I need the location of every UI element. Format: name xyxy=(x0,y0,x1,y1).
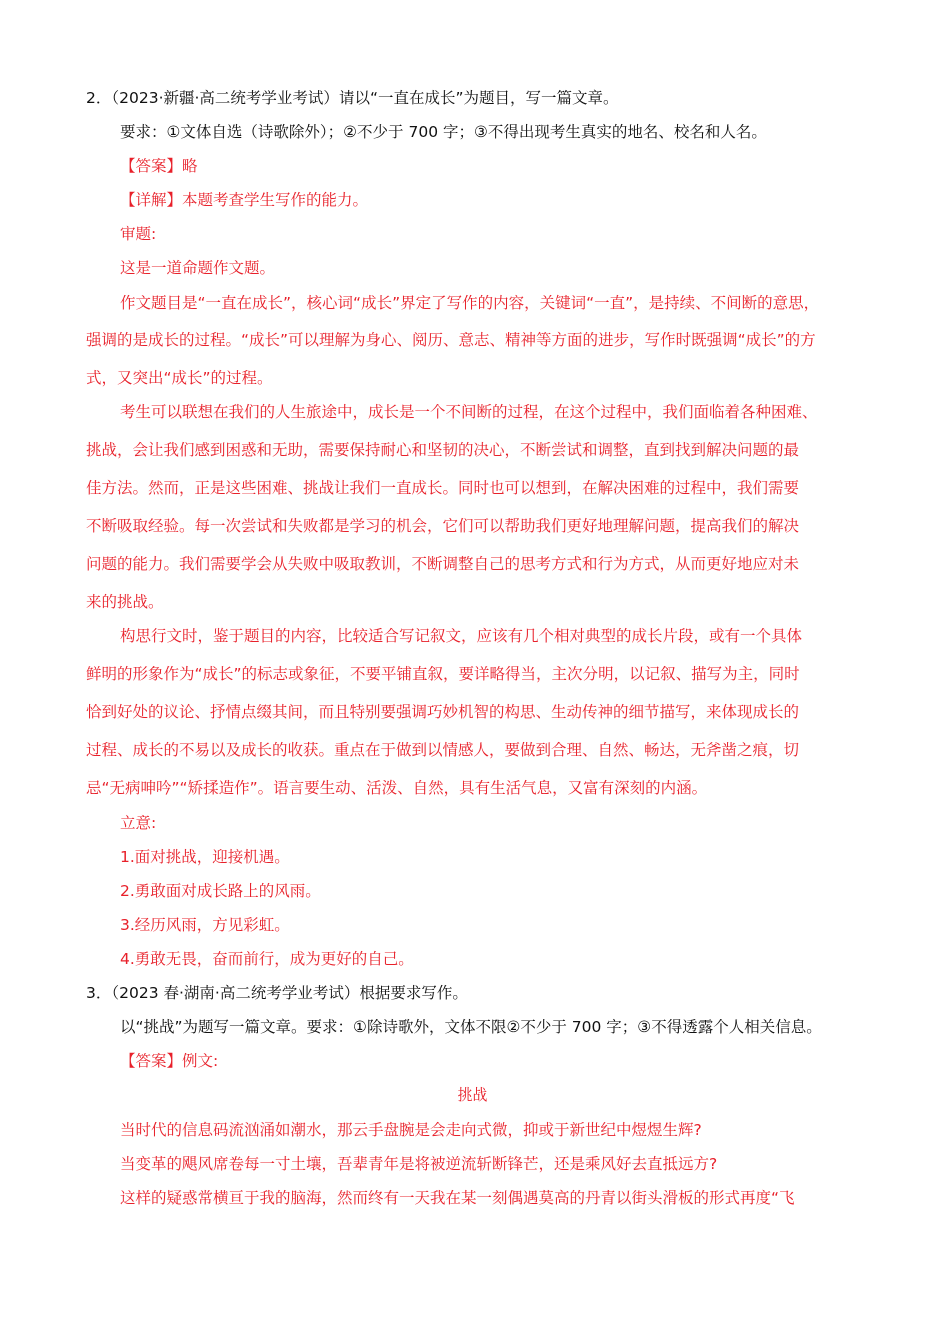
q3-essay-line-1: 当时代的信息码流汹涌如潮水，那云手盘腕是会走向式微，抑或于新世纪中煜煜生辉? xyxy=(120,1121,702,1139)
q2-para-3-line-2: 挑战，会让我们感到困惑和无助，需要保持耐心和坚韧的决心，不断尝试和调整，直到找到解决问题的最 xyxy=(86,441,800,459)
q3-header xyxy=(86,983,468,1003)
q2-requirements: 要求：①文体自选（诗歌除外）；②不少于 700 字；③不得出现考生真实的地名、校名和人名。 xyxy=(120,123,767,141)
q2-detail-text: 本题考查学生写作的能力。 xyxy=(182,191,369,209)
q2-liyi-label: 立意: xyxy=(120,814,157,832)
q2-para-4-line-1: 构思行文时，鉴于题目的内容，比较适合写记叙文，应该有几个相对典型的成长片段，或有一个具体 xyxy=(120,627,803,645)
q2-para-3-line-5: 问题的能力。我们需要学会从失败中吸取教训，不断调整自己的思考方式和行为方式，从而更好地应对未 xyxy=(86,555,800,573)
q2-para-4-line-5: 忌“无病呻吟”“矫揉造作”。语言要生动、活泼、自然，具有生活气息，又富有深刻的内涵。 xyxy=(86,779,708,797)
q2-liyi-item-1: 1.面对挑战，迎接机遇。 xyxy=(120,848,290,866)
q2-liyi-item-4: 4.勇敢无畏，奋而前行，成为更好的自己。 xyxy=(120,950,414,968)
q2-answer xyxy=(120,156,198,176)
q3-essay-title: 挑战 xyxy=(457,1086,488,1104)
q2-prompt: 请以“一直在成长”为题目，写一篇文章。 xyxy=(338,89,619,107)
q2-shenti-label: 审题: xyxy=(120,225,157,243)
q2-source: （2023·新疆·高二统考学业考试） xyxy=(111,89,339,107)
q2-number: 2． xyxy=(86,89,112,107)
q2-detail xyxy=(120,190,368,210)
q2-liyi-item-2: 2.勇敢面对成长路上的风雨。 xyxy=(120,882,321,900)
q2-detail-label: 【详解】 xyxy=(120,191,183,209)
q2-para-1-line-1: 这是一道命题作文题。 xyxy=(120,259,276,277)
q2-liyi-item-3: 3.经历风雨，方见彩虹。 xyxy=(120,916,290,934)
q3-answer-label: 【答案】 xyxy=(120,1052,183,1070)
q3-number: 3． xyxy=(86,984,112,1002)
q2-para-2-line-3: 式，又突出“成长”的过程。 xyxy=(86,369,273,387)
q2-header xyxy=(86,88,619,108)
q2-para-2-line-2: 强调的是成长的过程。“成长”可以理解为身心、阅历、意志、精神等方面的进步，写作时既强调“成长”的方 xyxy=(86,331,816,349)
q2-answer-text: 略 xyxy=(182,157,198,175)
q3-requirements: 以“挑战”为题写一篇文章。要求：①除诗歌外，文体不限②不少于 700 字；③不得透露个人相关信息。 xyxy=(120,1018,822,1036)
q3-essay-line-3: 这样的疑惑常横亘于我的脑海，然而终有一天我在某一刻偶遇莫高的丹青以街头滑板的形式再度“飞 xyxy=(120,1189,795,1207)
q3-source: （2023 春·湖南·高二统考学业考试） xyxy=(111,984,360,1002)
q3-prompt: 根据要求写作。 xyxy=(359,984,468,1002)
q3-essay-line-2: 当变革的飓风席卷每一寸土壤，吾辈青年是将被逆流斩断锋芒，还是乘风好去直抵远方? xyxy=(120,1155,718,1173)
q3-answer xyxy=(120,1051,218,1071)
q2-para-4-line-2: 鲜明的形象作为“成长”的标志或象征，不要平铺直叙，要详略得当，主次分明，以记叙、描写为主，同时 xyxy=(86,665,800,683)
q2-para-4-line-4: 过程、成长的不易以及成长的收获。重点在于做到以情感人，要做到合理、自然、畅达，无斧凿之痕，切 xyxy=(86,741,800,759)
q2-para-3-line-6: 来的挑战。 xyxy=(86,593,164,611)
q2-answer-label: 【答案】 xyxy=(120,157,183,175)
q2-para-4-line-3: 恰到好处的议论、抒情点缀其间，而且特别要强调巧妙机智的构思、生动传神的细节描写，来体现成长的 xyxy=(86,703,800,721)
q2-para-3-line-1: 考生可以联想在我们的人生旅途中，成长是一个不间断的过程，在这个过程中，我们面临着各种困难、 xyxy=(120,403,818,421)
q2-para-3-line-3: 佳方法。然而，正是这些困难、挑战让我们一直成长。同时也可以想到，在解决困难的过程中，我们需要 xyxy=(86,479,800,497)
q3-answer-text: 例文: xyxy=(182,1052,219,1070)
q2-para-3-line-4: 不断吸取经验。每一次尝试和失败都是学习的机会，它们可以帮助我们更好地理解问题，提高我们的解决 xyxy=(86,517,800,535)
q2-para-2-line-1: 作文题目是“一直在成长”，核心词“成长”界定了写作的内容，关键词“一直”，是持续、不间断的意思， xyxy=(120,294,820,312)
